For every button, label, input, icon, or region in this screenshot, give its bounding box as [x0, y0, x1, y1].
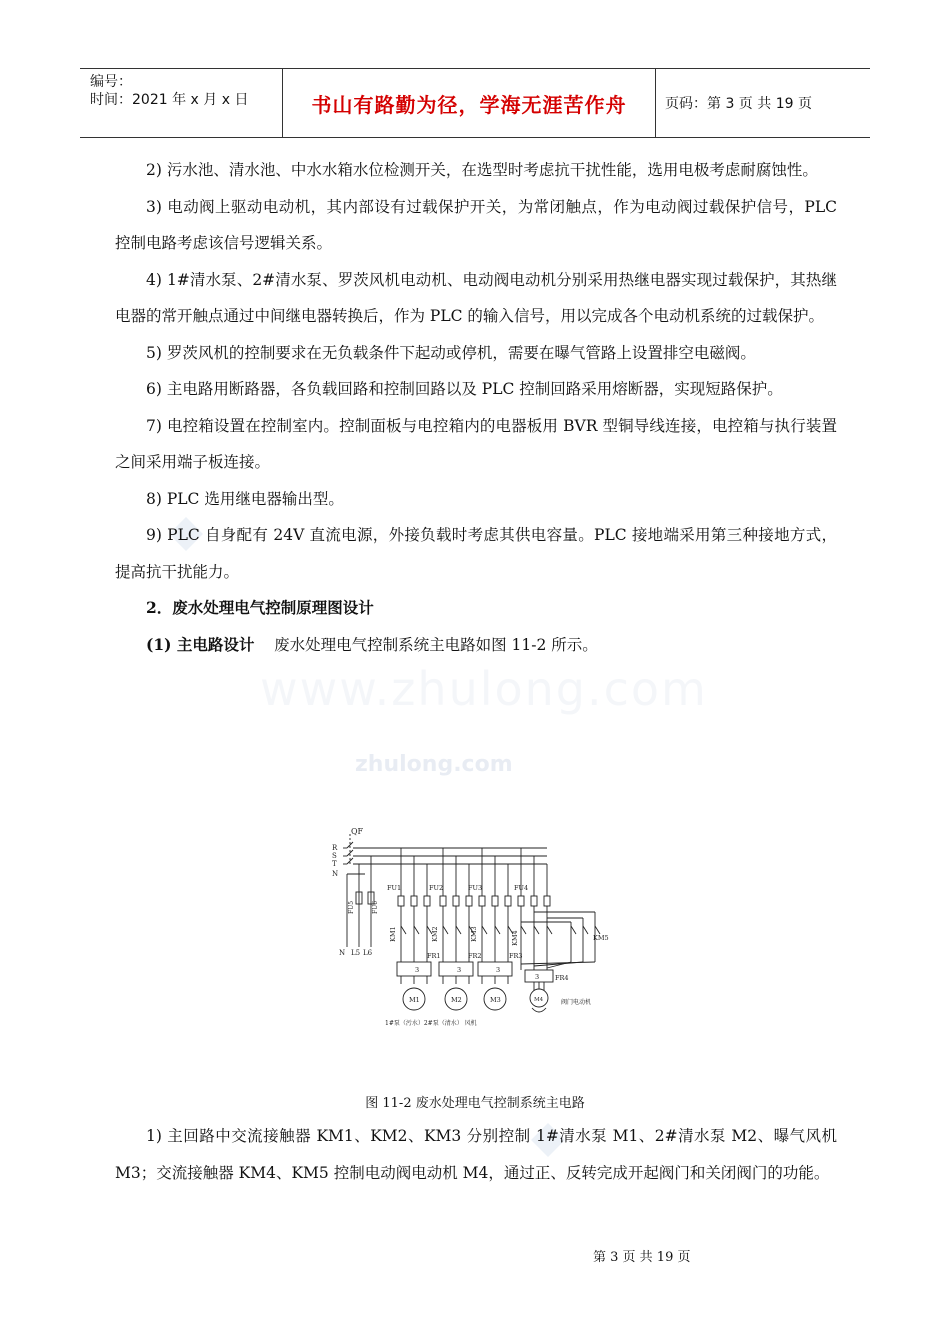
l6-label: L6: [363, 949, 373, 957]
paragraph: 8) PLC 选用继电器输出型。: [146, 489, 344, 508]
km1-label: KM1: [389, 926, 397, 942]
l5-label: L5: [351, 949, 361, 957]
motor-m3-label: M3: [490, 996, 501, 1004]
motor-names-label: 1#泵（污水）2#泵（清水） 风机: [385, 1020, 477, 1027]
fr2-label: FR2: [468, 952, 482, 960]
motor-m4-label: M4: [534, 997, 544, 1003]
subsection-text: 废水处理电气控制系统主电路如图 11-2 所示。: [274, 635, 598, 654]
fr1-label: FR1: [427, 952, 441, 960]
subsection-line: [115, 627, 837, 664]
fu1-label: FU1: [387, 884, 402, 892]
thermal-relay-2-count: 3: [457, 966, 462, 974]
circuit-svg: [325, 822, 625, 1032]
document-body: [115, 152, 837, 663]
paragraph: 4) 1#清水泵、2#清水泵、罗茨风机电动机、电动阀电动机分别采用热继电器实现过载保护，其热继电器的常开触点通过中间继电器转换后，作为 PLC 的输入信号，用以完成各个电动机系统的过载保护。: [115, 270, 837, 325]
fr3-label: FR3: [509, 952, 523, 960]
bus-n-label: N: [332, 870, 339, 878]
paragraph: 3) 电动阀上驱动电动机，其内部设有过载保护开关，为常闭触点，作为电动阀过载保护信号，PLC 控制电路考虑该信号逻辑关系。: [115, 197, 837, 252]
motor-branch-2: [439, 848, 474, 1010]
document-body-continued: [115, 1118, 837, 1191]
km4-label: KM4: [511, 930, 519, 946]
km2-label: KM2: [431, 926, 439, 942]
fu5-label: FU5: [348, 900, 355, 914]
motor-branch-1: [397, 848, 432, 1010]
motor-m1-label: M1: [409, 996, 420, 1004]
valve-motor-label: 阀门电动机: [561, 999, 592, 1006]
motor-branch-3: [478, 848, 513, 1010]
watermark-text: www.zhulong.com: [260, 662, 708, 716]
valve-motor-branch: [518, 848, 600, 1012]
paragraph: 5) 罗茨风机的控制要求在无负载条件下起动或停机，需要在曝气管路上设置排空电磁阀。: [146, 343, 756, 362]
doc-number-label: 编号：: [90, 74, 132, 90]
n-output-label: N: [339, 949, 346, 957]
header-meta: [80, 69, 282, 137]
section-title: 2．废水处理电气控制原理图设计: [146, 598, 374, 617]
paragraph: 9) PLC 自身配有 24V 直流电源，外接负载时考虑其供电容量。PLC 接地端采用第三种接地方式，提高抗干扰能力。: [115, 526, 837, 581]
paragraph: 2) 污水池、清水池、中水水箱水位检测开关，在选型时考虑抗干扰性能，选用电极考虑耐腐蚀性。: [146, 161, 818, 179]
page-header: [80, 68, 870, 138]
bus-s-label: S: [332, 852, 337, 860]
thermal-relay-4-count: 3: [535, 973, 540, 981]
fr4-label: FR4: [555, 974, 569, 982]
fu2-label: FU2: [429, 884, 444, 892]
paragraph: 6) 主电路用断路器，各负载回路和控制回路以及 PLC 控制回路采用熔断器，实现短路保护。: [146, 380, 783, 398]
paragraph: 7) 电控箱设置在控制室内。控制面板与电控箱内的电器板用 BVR 型铜导线连接，电控箱与执行装置之间采用端子板连接。: [115, 416, 837, 471]
qf-label: QF: [351, 827, 364, 836]
fu6-label: FU6: [372, 900, 379, 914]
header-motto-cell: [282, 69, 656, 137]
thermal-relay-1-count: 3: [415, 966, 420, 974]
figure-caption: 图 11-2 废水处理电气控制系统主电路: [365, 1096, 585, 1111]
page-footer: 第 3 页 共 19 页: [593, 1250, 691, 1265]
fu4-label: FU4: [514, 884, 529, 892]
motto-text: 书山有路勤为径，学海无涯苦作舟: [311, 92, 627, 117]
watermark-logo-text: zhulong.com: [355, 752, 513, 777]
subsection-title: (1) 主电路设计: [146, 634, 255, 654]
km3-label: KM3: [470, 926, 478, 942]
km5-label: KM5: [593, 934, 609, 942]
doc-time-label: 时间：2021 年 x 月 x 日: [90, 92, 249, 108]
page-code: 页码：第 3 页 共 19 页: [665, 96, 812, 112]
fu3-label: FU3: [468, 884, 483, 892]
header-page-cell: [655, 69, 870, 137]
bus-t-label: T: [332, 860, 337, 868]
paragraph: 1) 主回路中交流接触器 KM1、KM2、KM3 分别控制 1#清水泵 M1、2#清水泵 M2、曝气风机 M3；交流接触器 KM4、KM5 控制电动阀电动机 M4，通过正、反转完成开起阀门和关闭阀门的功能。: [115, 1127, 837, 1182]
main-circuit-diagram: [325, 822, 625, 1032]
bus-r-label: R: [332, 844, 338, 852]
thermal-relay-3-count: 3: [496, 966, 501, 974]
motor-m2-label: M2: [451, 996, 462, 1004]
